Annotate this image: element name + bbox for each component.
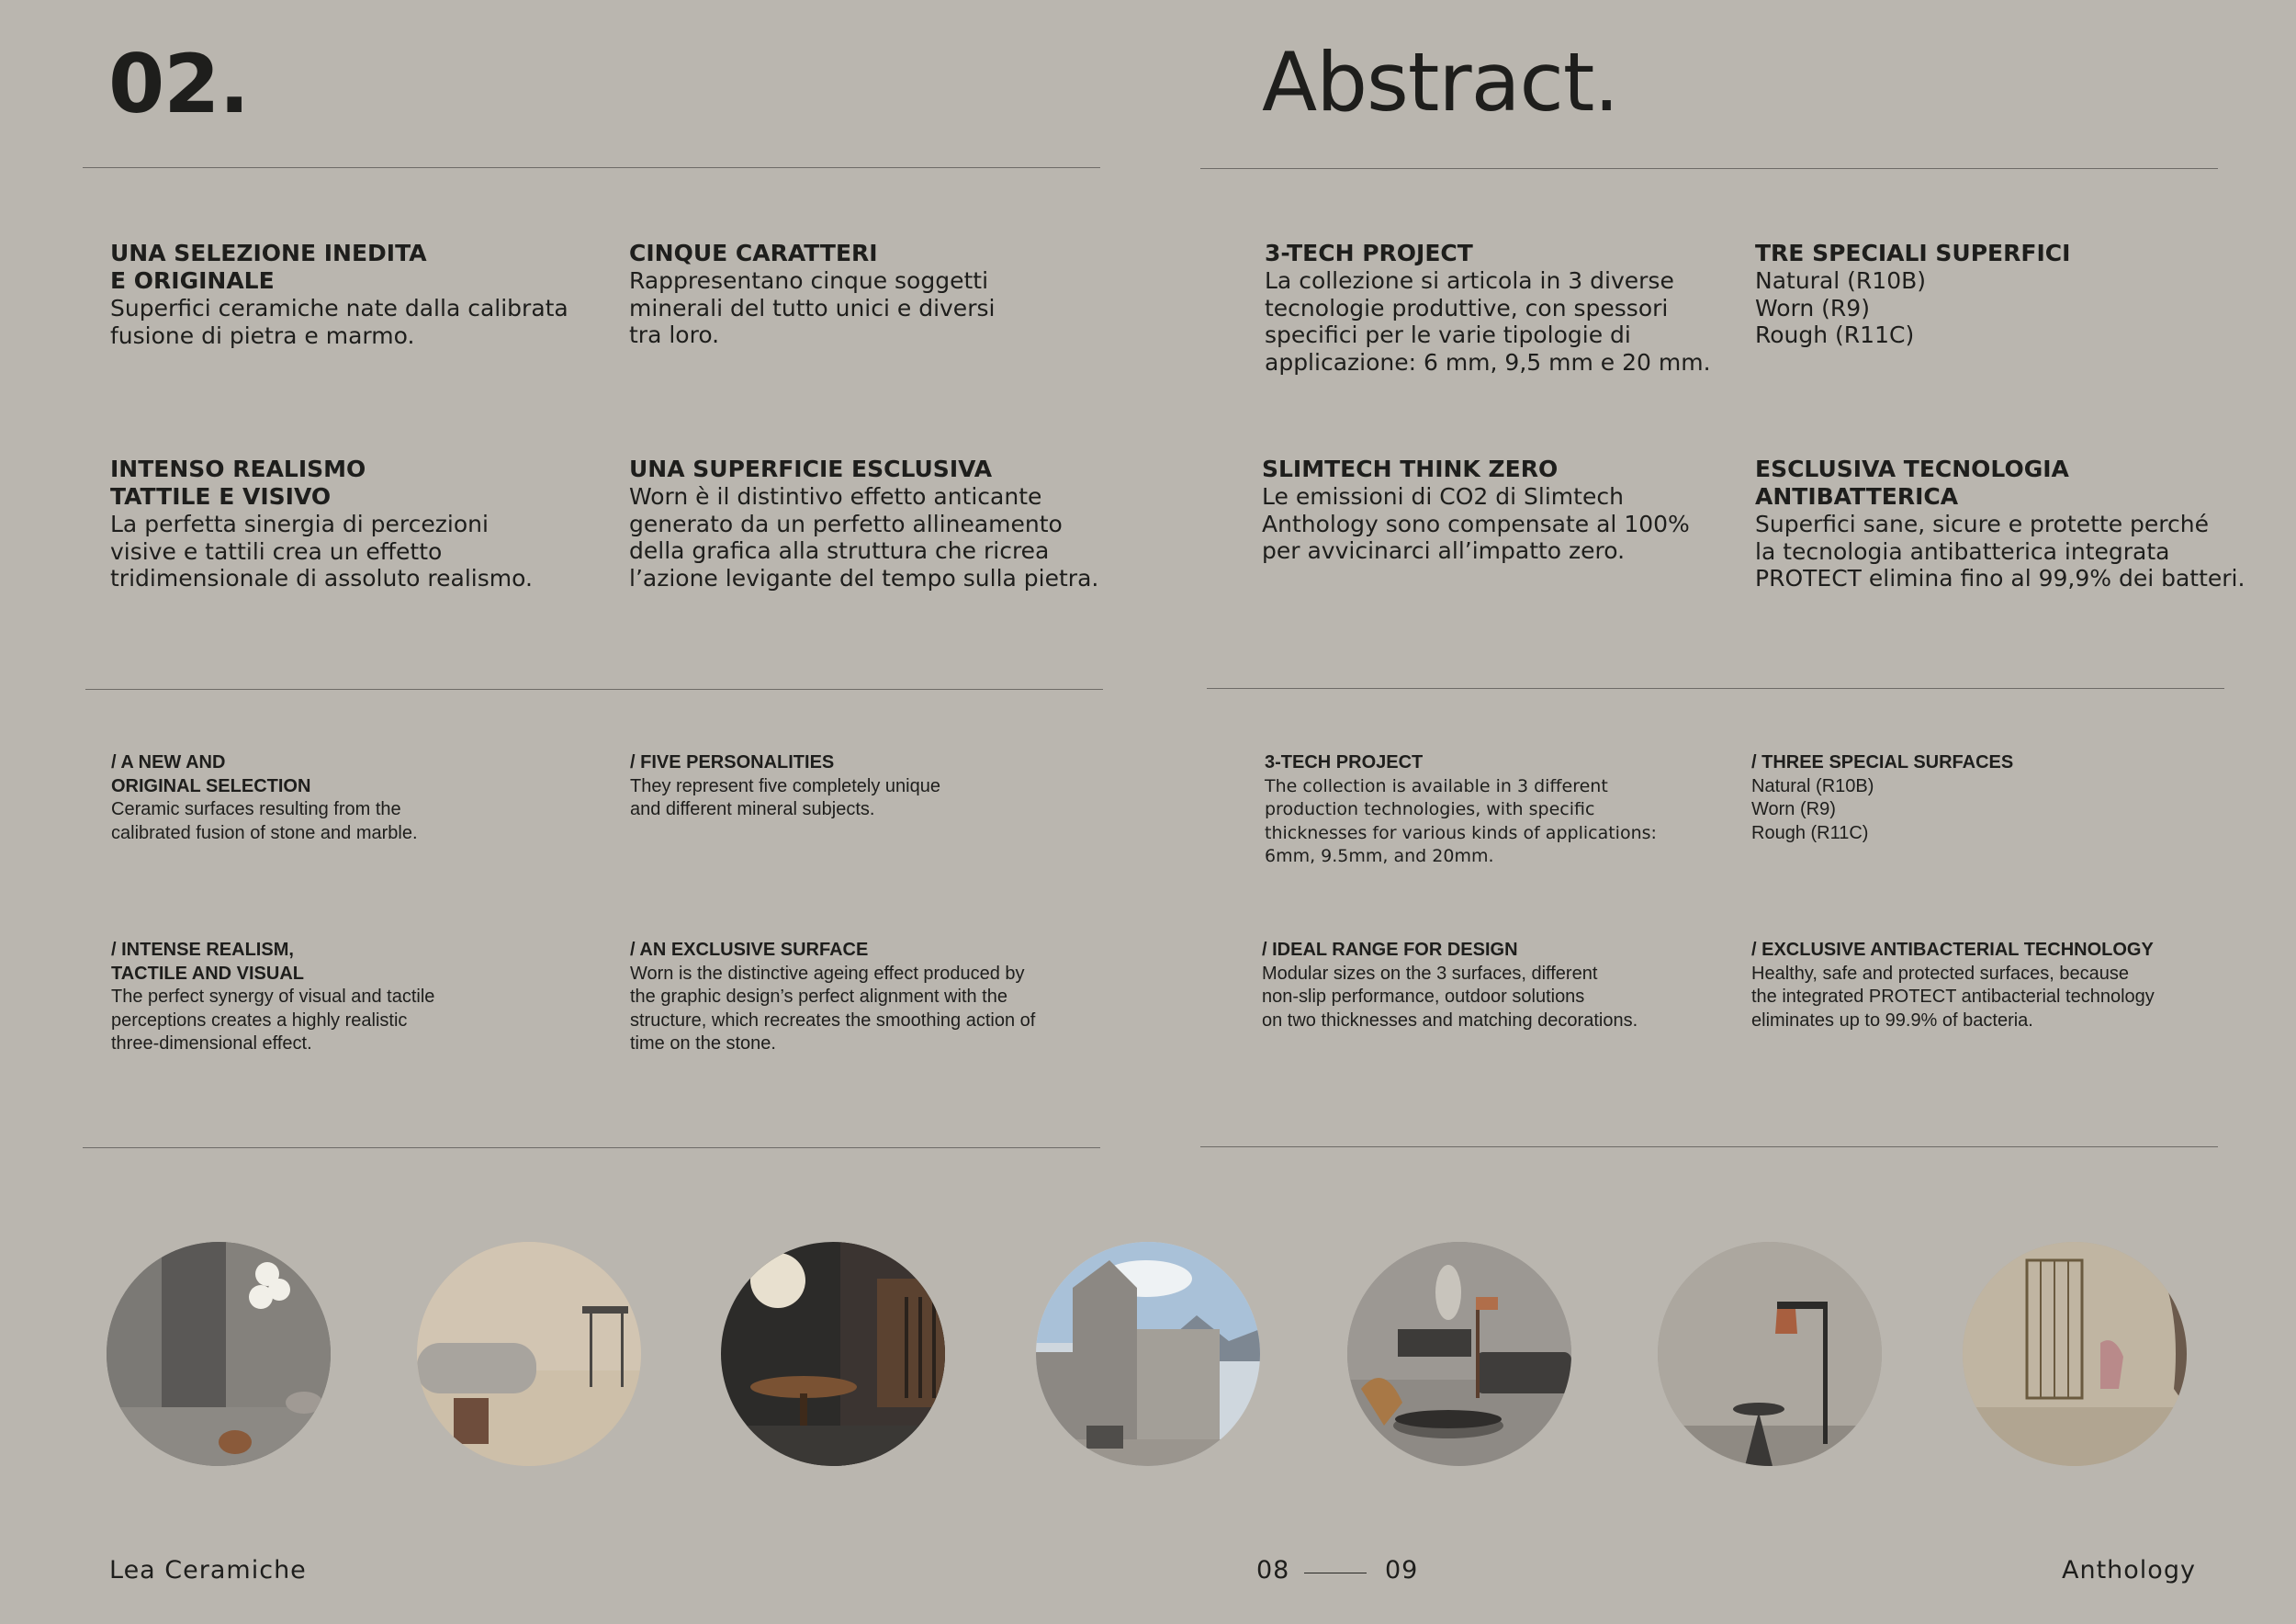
feature-title: / AN EXCLUSIVE SURFACE	[630, 940, 869, 960]
divider-bottom-right	[1200, 1146, 2218, 1147]
feature-en-realism	[111, 939, 434, 1056]
feature-title: / EXCLUSIVE ANTIBACTERIAL TECHNOLOGY	[1751, 940, 2154, 960]
page-title: Abstract.	[1262, 35, 1619, 130]
feature-it-slimtech	[1262, 456, 1690, 565]
feature-title: ESCLUSIVA TECNOLOGIA ANTIBATTERICA	[1755, 456, 2069, 510]
feature-text: Worn is the distinctive ageing effect produced by the graphic design’s perfect alignment with the structure, which recreates the smoothing action of time on the stone.	[630, 963, 1036, 1054]
feature-it-antibacterial	[1755, 456, 2245, 592]
divider-top-right	[1200, 168, 2218, 169]
feature-title: / FIVE PERSONALITIES	[630, 752, 835, 773]
feature-text: They represent five completely unique and different mineral subjects.	[630, 775, 940, 819]
interior-photo-3	[721, 1242, 945, 1466]
feature-title: 3-TECH PROJECT	[1265, 240, 1473, 266]
divider-bottom-left	[83, 1147, 1100, 1148]
feature-text: The collection is available in 3 different production technologies, with specific thicknesses for various kinds of applications: 6mm, 9.5mm, and 20mm.	[1265, 775, 1657, 866]
feature-title: CINQUE CARATTERI	[629, 240, 878, 266]
feature-title: TRE SPECIALI SUPERFICI	[1755, 240, 2071, 266]
feature-text: La perfetta sinergia di percezioni visive e tattili crea un effetto tridimensionale di assoluto realismo.	[110, 511, 533, 592]
interior-photo-4	[1036, 1242, 1260, 1466]
feature-title: / INTENSE REALISM, TACTILE AND VISUAL	[111, 940, 304, 984]
feature-title: / IDEAL RANGE FOR DESIGN	[1262, 940, 1518, 960]
feature-en-surfaces	[1751, 751, 2013, 845]
feature-text: Superfici ceramiche nate dalla calibrata fusione di pietra e marmo.	[110, 295, 568, 349]
feature-title: / THREE SPECIAL SURFACES	[1751, 752, 2014, 773]
feature-en-3tech	[1265, 751, 1657, 869]
feature-text: Natural (R10B) Worn (R9) Rough (R11C)	[1755, 267, 1926, 348]
feature-title: 3-TECH PROJECT	[1265, 752, 1424, 773]
feature-en-antibacterial	[1751, 939, 2155, 1032]
collection-name: Anthology	[2062, 1556, 2196, 1585]
feature-it-characters	[629, 240, 995, 349]
feature-title: SLIMTECH THINK ZERO	[1262, 456, 1559, 482]
interior-photo-2	[417, 1242, 641, 1466]
interior-photo-5	[1347, 1242, 1571, 1466]
feature-text: Modular sizes on the 3 surfaces, different non-slip performance, outdoor solutions on two thicknesses and matching decorations.	[1262, 963, 1638, 1031]
feature-it-surfaces	[1755, 240, 2070, 349]
feature-title: UNA SELEZIONE INEDITA E ORIGINALE	[110, 240, 427, 294]
divider-middle-right	[1207, 688, 2224, 689]
feature-text: The perfect synergy of visual and tactile perceptions creates a highly realistic three-dimensional effect.	[111, 987, 435, 1054]
feature-it-exclusive-surface	[629, 456, 1098, 592]
feature-text: Healthy, safe and protected surfaces, because the integrated PROTECT antibacterial technology eliminates up to 99.9% of bacteria.	[1751, 963, 2155, 1031]
feature-it-realism	[110, 456, 533, 592]
feature-text: Rappresentano cinque soggetti minerali del tutto unici e diversi tra loro.	[629, 267, 996, 348]
feature-title: / A NEW AND ORIGINAL SELECTION	[111, 752, 311, 796]
feature-text: Natural (R10B) Worn (R9) Rough (R11C)	[1751, 775, 1874, 843]
feature-text: Le emissioni di CO2 di Slimtech Anthology sono compensate al 100% per avvicinarci all’impatto zero.	[1262, 483, 1690, 564]
divider-middle-left	[85, 689, 1103, 690]
interior-photo-1	[107, 1242, 331, 1466]
feature-it-selection	[110, 240, 568, 349]
feature-en-selection	[111, 751, 418, 845]
feature-text: Worn è il distintivo effetto anticante generato da un perfetto allineamento della grafica alla struttura che ricrea l’azione levigante del tempo sulla pietra.	[629, 483, 1099, 592]
feature-it-3tech	[1265, 240, 1711, 376]
page-number-right: 09	[1385, 1556, 1419, 1585]
interior-photo-6	[1658, 1242, 1882, 1466]
page-number-left: 08	[1256, 1556, 1290, 1585]
feature-title: UNA SUPERFICIE ESCLUSIVA	[629, 456, 993, 482]
feature-title: INTENSO REALISMO TATTILE E VISIVO	[110, 456, 366, 510]
brand-name: Lea Ceramiche	[109, 1556, 307, 1585]
feature-en-personalities	[630, 751, 940, 822]
interior-photo-7	[1963, 1242, 2187, 1466]
feature-en-exclusive-surface	[630, 939, 1035, 1056]
section-number: 02.	[108, 37, 249, 131]
feature-text: Superfici sane, sicure e protette perché la tecnologia antibatterica integrata PROTECT elimina fino al 99,9% dei batteri.	[1755, 511, 2245, 592]
feature-text: La collezione si articola in 3 diverse tecnologie produttive, con spessori specifici per le varie tipologie di applicazione: 6 mm, 9,5 mm e 20 mm.	[1265, 267, 1711, 376]
feature-en-design-range	[1262, 939, 1638, 1032]
feature-text: Ceramic surfaces resulting from the calibrated fusion of stone and marble.	[111, 799, 418, 843]
divider-top-left	[83, 167, 1100, 168]
